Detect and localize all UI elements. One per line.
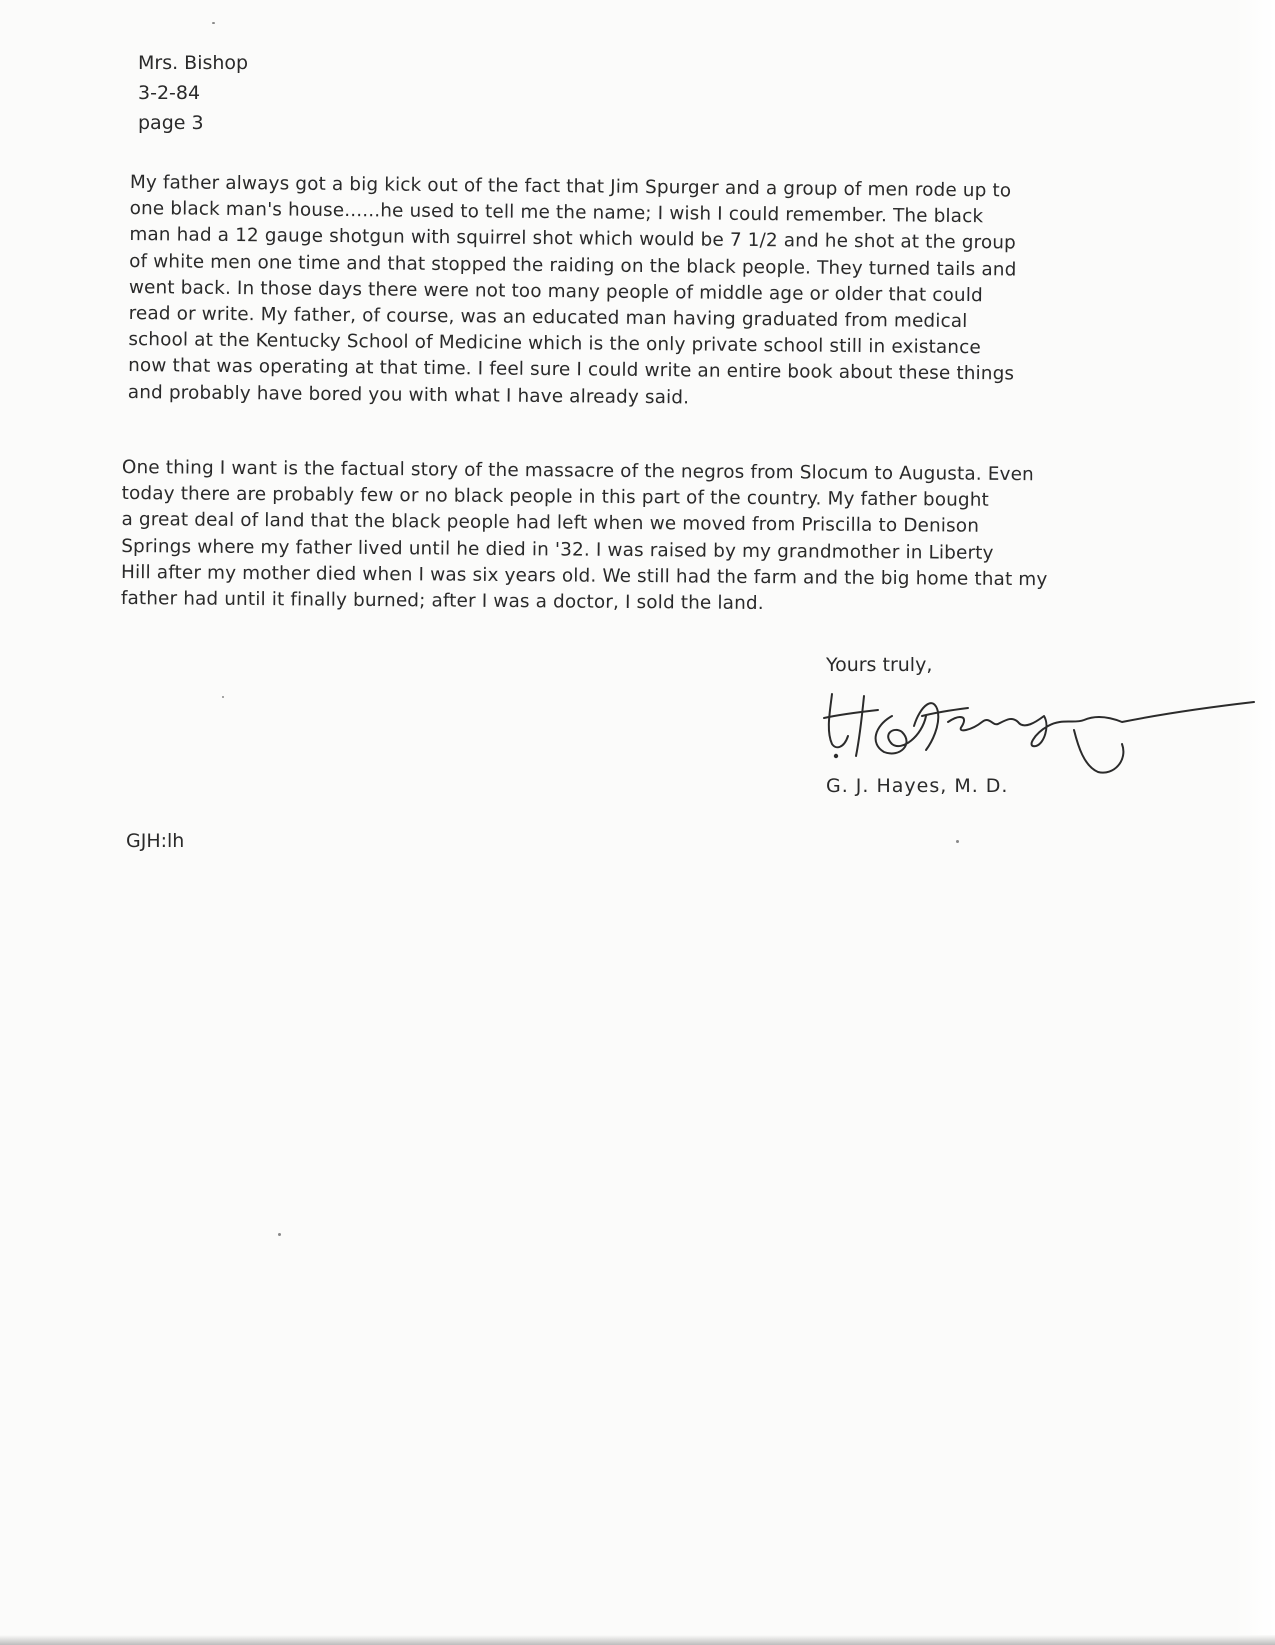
paper-speck [278,1233,281,1236]
signer-name: G. J. Hayes, M. D. [826,775,1009,797]
paragraph-two [121,455,1049,619]
paragraph-line: father had until it finally burned; after I was a doctor, I sold the land. [120,588,764,615]
letter-date: 3-2-84 [138,82,201,104]
closing-salutation: Yours truly, [826,654,933,676]
handwritten-signature [822,686,1262,786]
paragraph-line: and probably have bored you with what I have already said. [127,381,690,409]
paragraph-line: today there are probably few or no black people in this part of the country. My father bought [121,483,990,512]
paper-speck [956,840,959,843]
paragraph-line: read or write. My father, of course, was an educated man having graduated from medical [128,303,968,333]
page-edge-shadow [1235,0,1275,1645]
paper-speck [212,22,215,24]
paragraph-one [128,170,1018,414]
paragraph-line: one black man's house......he used to tell me the name; I wish I could remember. The black [129,198,984,228]
page-bottom-shadow [0,1635,1275,1645]
paragraph-line: My father always got a big kick out of the fact that Jim Spurger and a group of men rode up to [129,171,1012,202]
paragraph-line: went back. In those days there were not too many people of middle age or older that could [128,276,983,307]
page-number: page 3 [138,112,204,134]
paragraph-line: One thing I want is the factual story of the massacre of the negros from Slocum to Augusta. Even [121,456,1034,486]
paper-speck [222,696,224,698]
paragraph-line: school at the Kentucky School of Medicine which is the only private school still in existance [128,329,981,359]
paragraph-line: Hill after my mother died when I was six years old. We still had the farm and the big home that my [120,561,1048,591]
paragraph-line: man had a 12 gauge shotgun with squirrel shot which would be 7 1/2 and he shot at the group [129,224,1017,254]
recipient-name: Mrs. Bishop [138,52,249,74]
paragraph-line: a great deal of land that the black people had left when we moved from Priscilla to Denison [121,509,980,538]
typist-initials: GJH:lh [126,830,185,852]
paragraph-line: of white men one time and that stopped the raiding on the black people. They turned tails and [129,250,1017,281]
letter-header [138,48,248,138]
paragraph-line: now that was operating at that time. I feel sure I could write an entire book about these things [128,355,1015,385]
paragraph-line: Springs where my father lived until he died in '32. I was raised by my grandmother in Liberty [121,535,994,564]
